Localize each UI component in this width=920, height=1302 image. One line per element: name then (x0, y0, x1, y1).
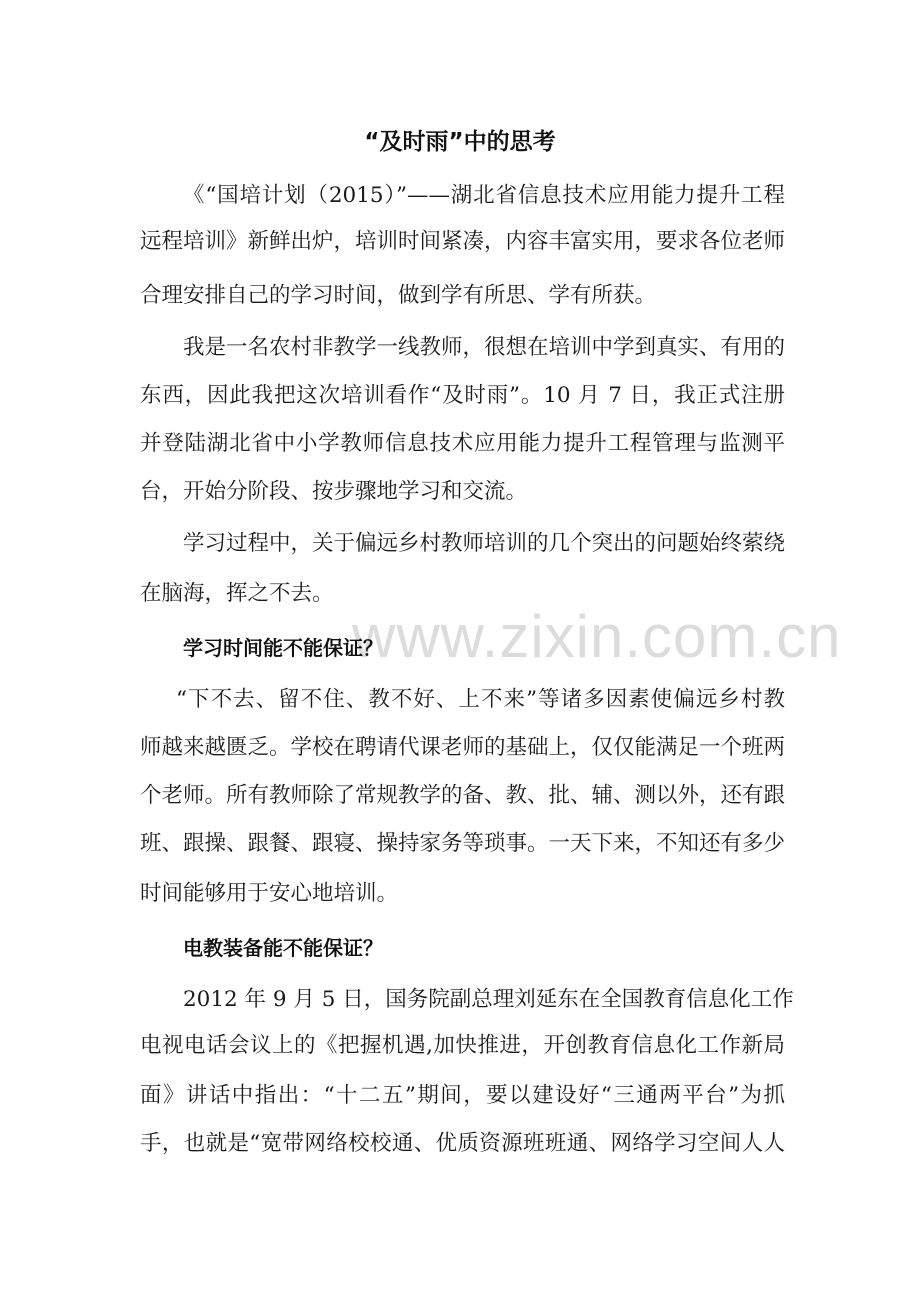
text-line: 我是一名农村非教学一线教师，很想在培训中学到真实、有用的 (183, 335, 786, 360)
text-line: 并登陆湖北省中小学教师信息技术应用能力提升工程管理与监测平 (140, 431, 785, 456)
text-line: 个老师。所有教师除了常规教学的备、教、批、辅、测以外，还有跟 (140, 783, 786, 808)
text-line: 学习过程中，关于偏远乡村教师培训的几个突出的问题始终萦绕 (183, 531, 786, 556)
text-line: 在脑海，挥之不去。 (140, 581, 334, 606)
text-line: 台，开始分阶段、按步骤地学习和交流。 (140, 479, 528, 504)
text-line: 远程培训》新鲜出炉，培训时间紧凑，内容丰富实用，要求各位老师 (140, 229, 786, 254)
text-line: 《“国培计划（2015）”——湖北省信息技术应用能力提升工程 (183, 183, 785, 208)
text-line: 面》讲话中指出：“十二五”期间，要以建设好“三通两平台”为抓 (140, 1083, 785, 1108)
watermark: www.zixin.com.cn (352, 603, 842, 670)
text-line: 合理安排自己的学习时间，做到学有所思、学有所获。 (140, 283, 657, 308)
text-line: 电视电话会议上的《把握机遇,加快推进，开创教育信息化工作新局 (140, 1033, 785, 1058)
document-title: “及时雨”中的思考 (364, 129, 556, 155)
text-line: 东西，因此我把这次培训看作“及时雨”。10 月 7 日，我正式注册 (140, 383, 785, 408)
section-heading-equipment: 电教装备能不能保证？ (183, 936, 383, 960)
text-line: 2012 年 9 月 5 日，国务院副总理刘延东在全国教育信息化工作 (183, 987, 794, 1012)
text-line: 师越来越匮乏。学校在聘请代课老师的基础上，仅仅能满足一个班两 (140, 735, 786, 760)
text-line: 手，也就是“宽带网络校校通、优质资源班班通、网络学习空间人人 (140, 1131, 785, 1156)
text-line: 班、跟操、跟餐、跟寝、操持家务等琐事。一天下来，不知还有多少 (140, 831, 786, 856)
text-line: “下不去、留不住、教不好、上不来”等诸多因素使偏远乡村教 (176, 687, 785, 712)
section-heading-study-time: 学习时间能不能保证？ (183, 636, 383, 660)
text-line: 时间能够用于安心地培训。 (140, 881, 399, 906)
